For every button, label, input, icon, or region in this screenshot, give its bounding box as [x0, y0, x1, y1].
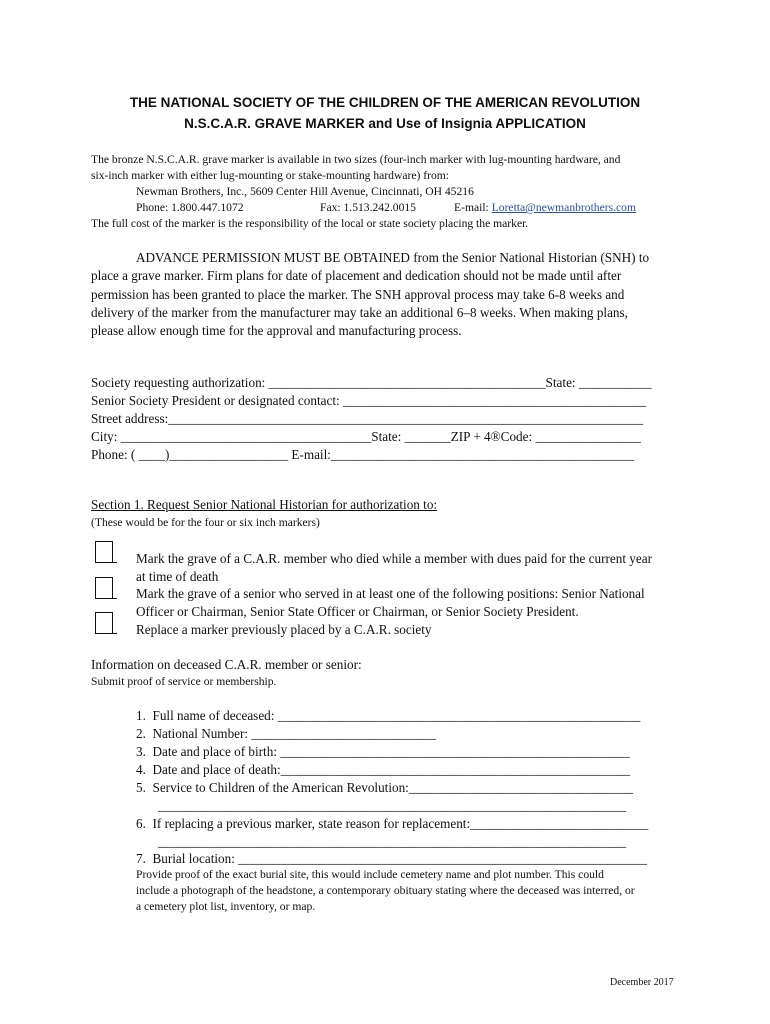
option-member-line-1: Mark the grave of a C.A.R. member who died while a member with dues paid for the current year [136, 551, 652, 566]
national-number-field[interactable]: National Number: ____________________________ [152, 726, 436, 741]
deceased-item-7[interactable] [136, 851, 647, 867]
vendor-phone: Phone: 1.800.447.1072 [136, 201, 244, 214]
deceased-heading: Information on deceased C.A.R. member or senior: [91, 657, 362, 672]
option-senior-line-2: Officer or Chairman, Senior State Officer or Chairman, or Senior Society President. [136, 604, 579, 619]
deceased-item-6[interactable] [136, 816, 648, 832]
president-field[interactable]: Senior Society President or designated contact: ______________________________________________ [91, 393, 647, 408]
full-name-field[interactable]: Full name of deceased: _______________________________________________________ [152, 708, 641, 723]
street-address-field[interactable]: Street address:________________________________________________________________________ [91, 411, 644, 426]
permission-line-4: delivery of the marker from the manufacturer may take an additional 6–8 weeks. When making plans, [91, 305, 628, 320]
deceased-item-1[interactable] [136, 708, 640, 724]
birth-field[interactable]: Date and place of birth: _____________________________________________________ [152, 744, 630, 759]
proof-line-1: Provide proof of the exact burial site, this would include cemetery name and plot number. This could [136, 868, 604, 881]
society-field[interactable]: Society requesting authorization: __________________________________________State: ___________ [91, 375, 652, 390]
city-state-zip-field[interactable]: City: ______________________________________State: _______ZIP + 4®Code: ________________ [91, 429, 641, 444]
deceased-note: Submit proof of service or membership. [91, 675, 277, 688]
section1-heading: Section 1. Request Senior National Historian for authorization to: [91, 497, 438, 512]
page-subtitle: N.S.C.A.R. GRAVE MARKER and Use of Insignia APPLICATION [184, 116, 586, 131]
burial-location-field[interactable]: Burial location: ______________________________________________________________ [152, 851, 647, 866]
item-number: 4. [136, 762, 146, 777]
vendor-email-row [454, 201, 636, 214]
service-field-continued[interactable]: _______________________________________________________________________ [158, 798, 627, 813]
option-member-checkbox[interactable] [95, 541, 113, 563]
option-senior-line-1: Mark the grave of a senior who served in at least one of the following positions: Senior National [136, 586, 645, 601]
item-number: 2. [136, 726, 146, 741]
death-field[interactable]: Date and place of death:_____________________________________________________ [152, 762, 631, 777]
page-title: THE NATIONAL SOCIETY OF THE CHILDREN OF THE AMERICAN REVOLUTION [129, 95, 641, 110]
cost-note: The full cost of the marker is the responsibility of the local or state society placing the marker. [91, 217, 529, 230]
replacement-reason-field[interactable]: If replacing a previous marker, state reason for replacement:___________________________ [152, 816, 649, 831]
item-number: 3. [136, 744, 146, 759]
intro-line-2: six-inch marker with either lug-mounting or stake-mounting hardware) from: [91, 169, 450, 182]
option-replace-line: Replace a marker previously placed by a C.A.R. society [136, 622, 432, 637]
option-replace-checkbox[interactable] [95, 612, 113, 634]
deceased-item-3[interactable] [136, 744, 630, 760]
vendor-email-label: E-mail: [454, 201, 489, 214]
phone-email-field[interactable]: Phone: ( ____)__________________ E-mail:______________________________________________ [91, 447, 635, 462]
deceased-item-2[interactable] [136, 726, 436, 742]
option-member-line-2: at time of death [136, 569, 219, 584]
proof-line-2: include a photograph of the headstone, a contemporary obituary stating where the deceased was interred, or [136, 884, 635, 897]
intro-line-1: The bronze N.S.C.A.R. grave marker is available in two sizes (four-inch marker with lug-mounting hardware, and [91, 153, 621, 166]
item-number: 5. [136, 780, 146, 795]
item-number: 7. [136, 851, 146, 866]
deceased-item-4[interactable] [136, 762, 630, 778]
permission-line-1: ADVANCE PERMISSION MUST BE OBTAINED from the Senior National Historian (SNH) to [136, 250, 650, 265]
option-senior-checkbox[interactable] [95, 577, 113, 599]
item-number: 1. [136, 708, 146, 723]
service-field[interactable]: Service to Children of the American Revolution:__________________________________ [152, 780, 634, 795]
replacement-reason-continued[interactable]: _______________________________________________________________________ [158, 834, 627, 849]
proof-line-3: a cemetery plot list, inventory, or map. [136, 900, 316, 913]
permission-line-3: permission has been granted to place the marker. The SNH approval process may take 6-8 weeks and [91, 287, 625, 302]
item-number: 6. [136, 816, 146, 831]
vendor-address: Newman Brothers, Inc., 5609 Center Hill Avenue, Cincinnati, OH 45216 [136, 185, 474, 198]
permission-line-2: place a grave marker. Firm plans for date of placement and dedication should not be made until after [91, 268, 622, 283]
vendor-fax: Fax: 1.513.242.0015 [320, 201, 416, 214]
deceased-item-5[interactable] [136, 780, 633, 796]
footer-date: December 2017 [610, 977, 674, 988]
permission-line-5: please allow enough time for the approval and manufacturing process. [91, 323, 462, 338]
vendor-email-link[interactable]: Loretta@newmanbrothers.com [491, 201, 636, 214]
section1-note: (These would be for the four or six inch markers) [91, 516, 320, 529]
